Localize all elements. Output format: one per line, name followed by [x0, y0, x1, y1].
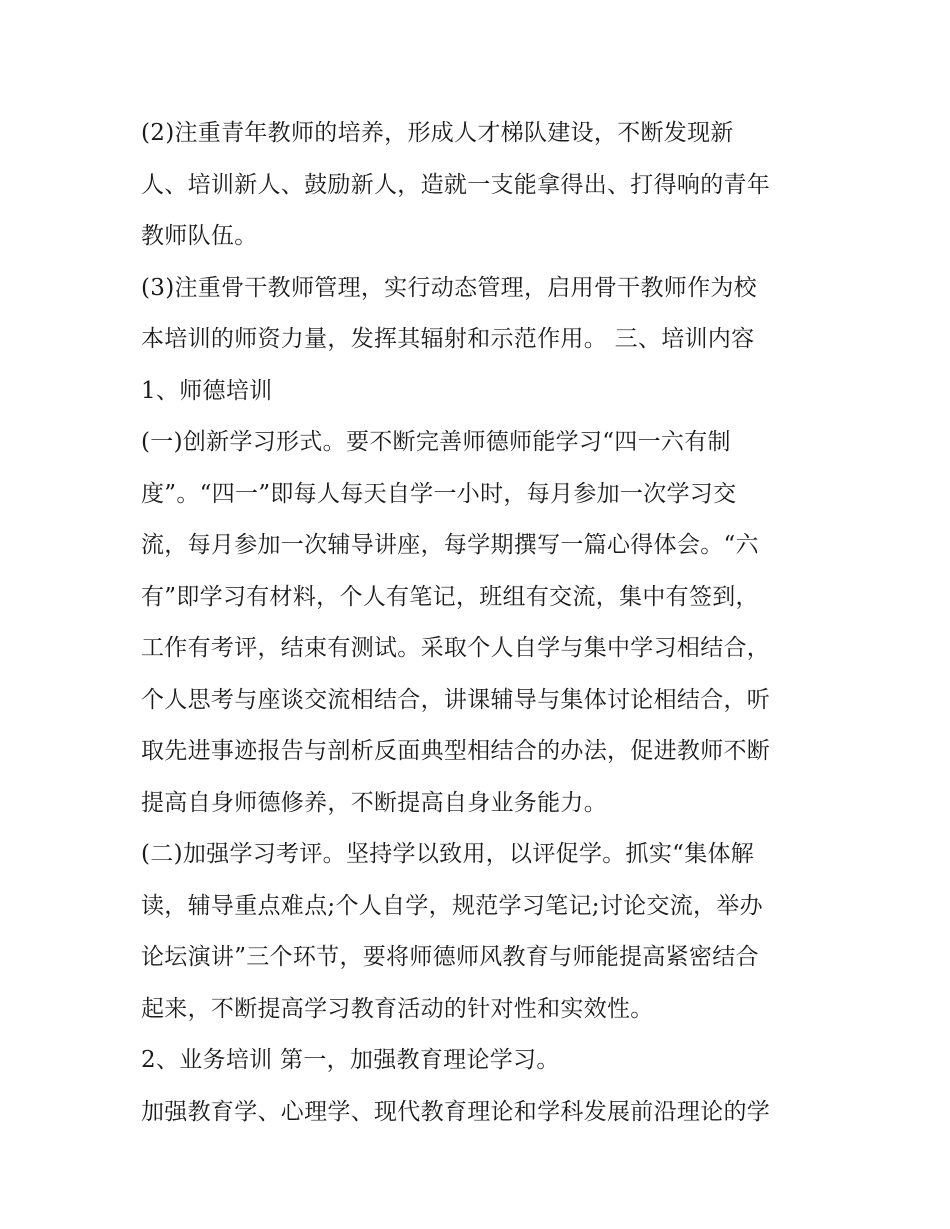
text-line: 个人思考与座谈交流相结合，讲课辅导与集体讨论相结合，听: [141, 686, 771, 713]
text-line: 有”即学习有材料，个人有笔记，班组有交流，集中有签到，: [141, 583, 759, 610]
text-line: 本培训的师资力量，发挥其辐射和示范作用。 三、培训内容: [141, 326, 755, 352]
text-line: (3)注重骨干教师管理，实行动态管理，启用骨干教师作为校: [141, 274, 757, 301]
text-line: (二)加强学习考评。坚持学以致用，以评促学。抓实“集体解: [141, 841, 755, 867]
text-line: 读，辅导重点难点;个人自学，规范学习笔记;讨论交流，举办: [141, 892, 763, 919]
text-line: (2)注重青年教师的培养，形成人才梯队建设，不断发现新: [141, 120, 734, 146]
text-line: 流，每月参加一次辅导讲座，每学期撰写一篇心得体会。“六: [141, 532, 759, 558]
text-line: 加强教育学、心理学、现代教育理论和学科发展前沿理论的学: [141, 1098, 771, 1125]
text-line: 度”。“四一”即每人每天自学一小时，每月参加一次学习交: [141, 480, 737, 507]
text-line: (一)创新学习形式。要不断完善师德师能学习“四一六有制: [141, 429, 731, 455]
text-line: 取先进事迹报告与剖析反面典型相结合的办法，促进教师不断: [141, 738, 771, 764]
text-line: 人、培训新人、鼓励新人，造就一支能拿得出、打得响的青年: [141, 171, 771, 198]
text-line: 工作有考评，结束有测试。采取个人自学与集中学习相结合，: [141, 635, 771, 661]
section-heading: 1、师德培训: [141, 377, 273, 404]
text-line: 起来，不断提高学习教育活动的针对性和实效性。: [141, 995, 654, 1022]
text-line: 教师队伍。: [141, 223, 258, 249]
section-heading: 2、业务培训 第一，加强教育理论学习。: [141, 1047, 560, 1073]
document-body: [141, 108, 821, 1138]
text-line: 论坛演讲”三个环节，要将师德师风教育与师能提高紧密结合: [141, 944, 759, 970]
text-line: 提高自身师德修养，不断提高自身业务能力。: [141, 789, 607, 816]
